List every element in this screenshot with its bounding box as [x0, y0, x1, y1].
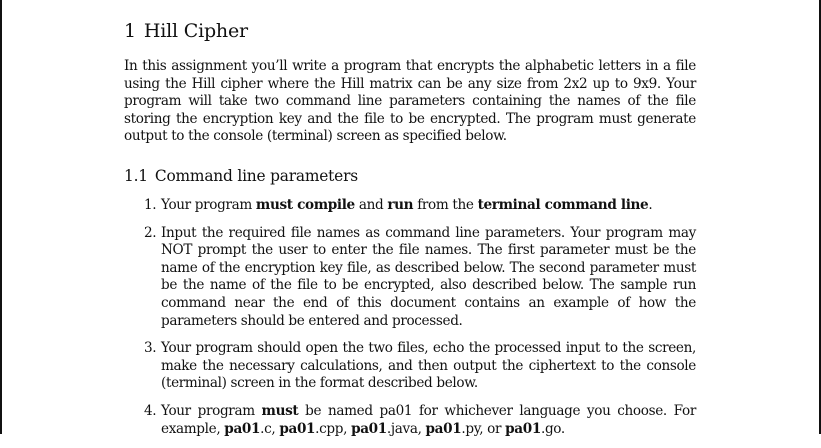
text-run: .java,: [386, 420, 426, 437]
subsection-heading: [124, 166, 696, 186]
list-item: [124, 225, 696, 331]
list-marker: 1.: [144, 196, 157, 213]
text-run-bold: terminal command line: [477, 196, 649, 213]
text-run: .: [648, 196, 653, 213]
text-run: .cpp,: [315, 420, 352, 437]
text-run: be named pa01 for whichever language you choose. For example,: [161, 402, 697, 437]
section-title: Hill Cipher: [143, 20, 248, 42]
text-run-bold: must compile: [255, 196, 355, 213]
section-number: 1: [124, 20, 136, 42]
list-marker: 2.: [144, 224, 157, 241]
intro-paragraph: In this assignment you’ll write a program that encrypts the alphabetic letters in a file using the Hill cipher where the Hill matrix can be any size from 2x2 up to 9x9. Your program will take two command line parameters containing the names of the file storing the encryption key and the file to be encrypted. The program must generate output to the console (terminal) screen as specified below.: [124, 58, 696, 145]
text-run-bold: must: [261, 402, 299, 419]
filename-bold: pa01: [425, 420, 462, 437]
text-run: from the: [413, 196, 478, 213]
list-marker: 4.: [144, 402, 157, 419]
filename-bold: pa01: [279, 420, 316, 437]
list-item: [124, 197, 696, 215]
list-item-text: [161, 403, 696, 437]
list-item-text: [161, 197, 652, 213]
text-run: .c,: [260, 420, 280, 437]
text-run: and: [354, 196, 388, 213]
filename-bold: pa01: [351, 420, 387, 437]
list-item: [124, 340, 696, 393]
text-run: .py, or: [461, 420, 506, 437]
subsection-title: Command line parameters: [154, 166, 358, 185]
text-run: .go.: [540, 420, 565, 437]
subsection-number: 1.1: [124, 166, 148, 185]
list-item-text: Your program should open the two files, echo the processed input to the screen, make the necessary calculations, and then output the ciphertext to the console (terminal) screen in the format described below.: [161, 340, 696, 392]
list-item-text: Input the required file names as command line parameters. Your program may NOT prompt the user to enter the file names. The first parameter must be the name of the encryption key file, as described below. The second parameter must be the name of the file to be encrypted, also described below. The sample run command near the end of this document contains an example of how the parameters should be entered and processed.: [161, 224, 696, 329]
document-body: [124, 18, 696, 448]
section-heading: [124, 18, 696, 44]
filename-bold: pa01: [505, 420, 541, 437]
text-run: Your program: [161, 196, 256, 213]
list-marker: 3.: [144, 340, 157, 357]
filename-bold: pa01: [224, 420, 261, 437]
requirements-list: [124, 197, 696, 438]
page-border-left: [0, 0, 2, 434]
list-item: [124, 403, 696, 438]
text-run-bold: run: [387, 196, 414, 213]
text-run: Your program: [161, 402, 262, 419]
